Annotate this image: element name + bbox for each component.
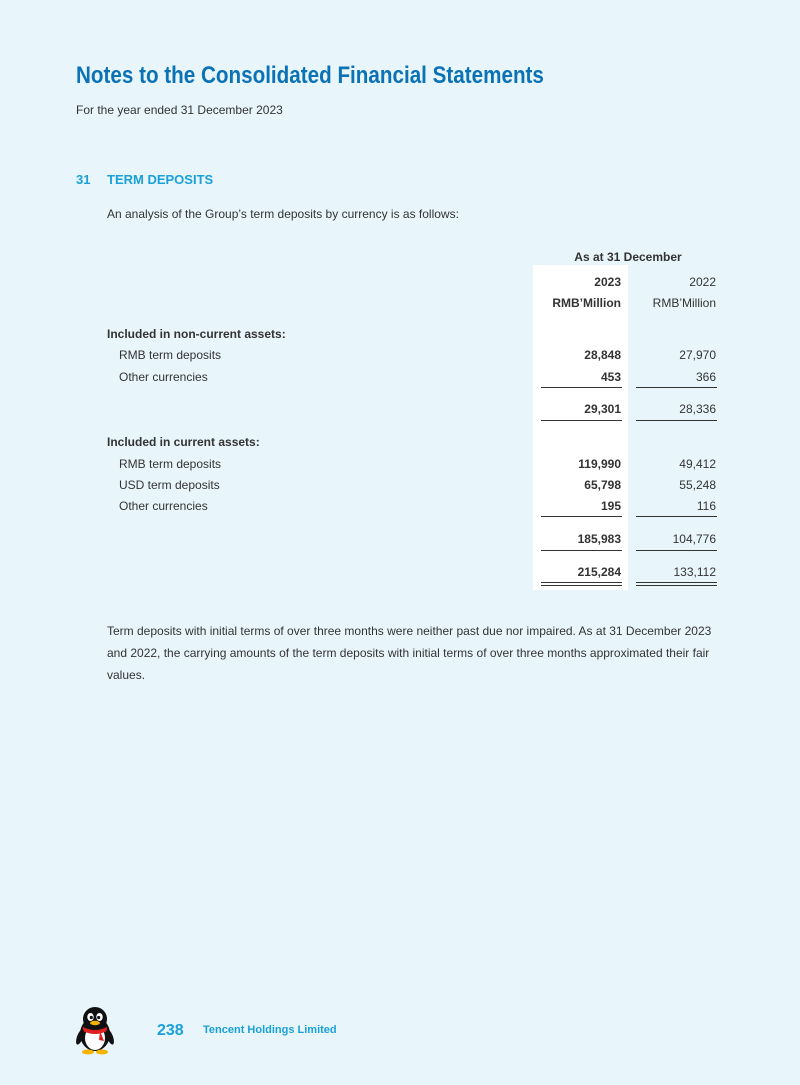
table-cell-2022: 366 (695, 370, 716, 384)
year-2023-header: 2023 (594, 275, 621, 289)
non-current-subtotal-2023: 29,301 (584, 402, 621, 416)
subtotal-underline (636, 420, 717, 421)
note-paragraph: Term deposits with initial terms of over three months were neither past due nor impaired. As at 31 December 2023 and 2022, the carrying amounts of the term deposits with initial terms of over three months approximated their fair values. (107, 624, 712, 682)
table-cell-2022: 55,248 (679, 478, 716, 492)
year-2022-header: 2022 (689, 275, 716, 289)
table-row-label: RMB term deposits (119, 348, 222, 362)
non-current-heading: Included in non-current assets: (107, 327, 286, 341)
current-heading: Included in current assets: (107, 435, 260, 449)
table-cell-2022: 49,412 (679, 457, 716, 471)
subtotal-underline (636, 550, 717, 551)
company-name: Tencent Holdings Limited (203, 1024, 337, 1036)
table-cell-2023: 119,990 (578, 457, 621, 471)
page-number: 238 (157, 1022, 184, 1039)
unit-2022-header: RMB’Million (652, 296, 716, 310)
table-row-label: RMB term deposits (119, 457, 222, 471)
subtotal-rule (541, 516, 622, 517)
section-title: TERM DEPOSITS (107, 172, 214, 187)
subtotal-rule (636, 387, 717, 388)
table-row-label: Other currencies (119, 370, 208, 384)
table-cell-2023: 28,848 (584, 348, 621, 362)
total-double-rule (541, 582, 622, 586)
page-subtitle: For the year ended 31 December 2023 (76, 103, 283, 117)
table-cell-2022: 116 (696, 499, 716, 513)
page-title: Notes to the Consolidated Financial Statements (76, 62, 544, 89)
current-subtotal-2022: 104,776 (672, 532, 716, 546)
subtotal-rule (636, 516, 717, 517)
table-cell-2023: 195 (600, 499, 621, 513)
table-cell-2023: 453 (600, 370, 621, 384)
total-double-rule (636, 582, 717, 586)
subtotal-rule (541, 387, 622, 388)
table-row-label: Other currencies (119, 499, 208, 513)
table-row-label: USD term deposits (119, 478, 220, 492)
total-2022: 133,112 (673, 565, 716, 579)
subtotal-underline (541, 420, 622, 421)
section-number: 31 (76, 172, 91, 187)
current-subtotal-2023: 185,983 (577, 532, 621, 546)
non-current-subtotal-2022: 28,336 (679, 402, 716, 416)
section-intro: An analysis of the Group’s term deposits by currency is as follows: (107, 207, 459, 221)
unit-2023-header: RMB’Million (552, 296, 621, 310)
subtotal-underline (541, 550, 622, 551)
table-cell-2023: 65,798 (584, 478, 621, 492)
as-at-header: As at 31 December (574, 250, 682, 264)
penguin-logo-icon (74, 1005, 116, 1060)
table-cell-2022: 27,970 (679, 348, 716, 362)
total-2023: 215,284 (577, 565, 621, 579)
